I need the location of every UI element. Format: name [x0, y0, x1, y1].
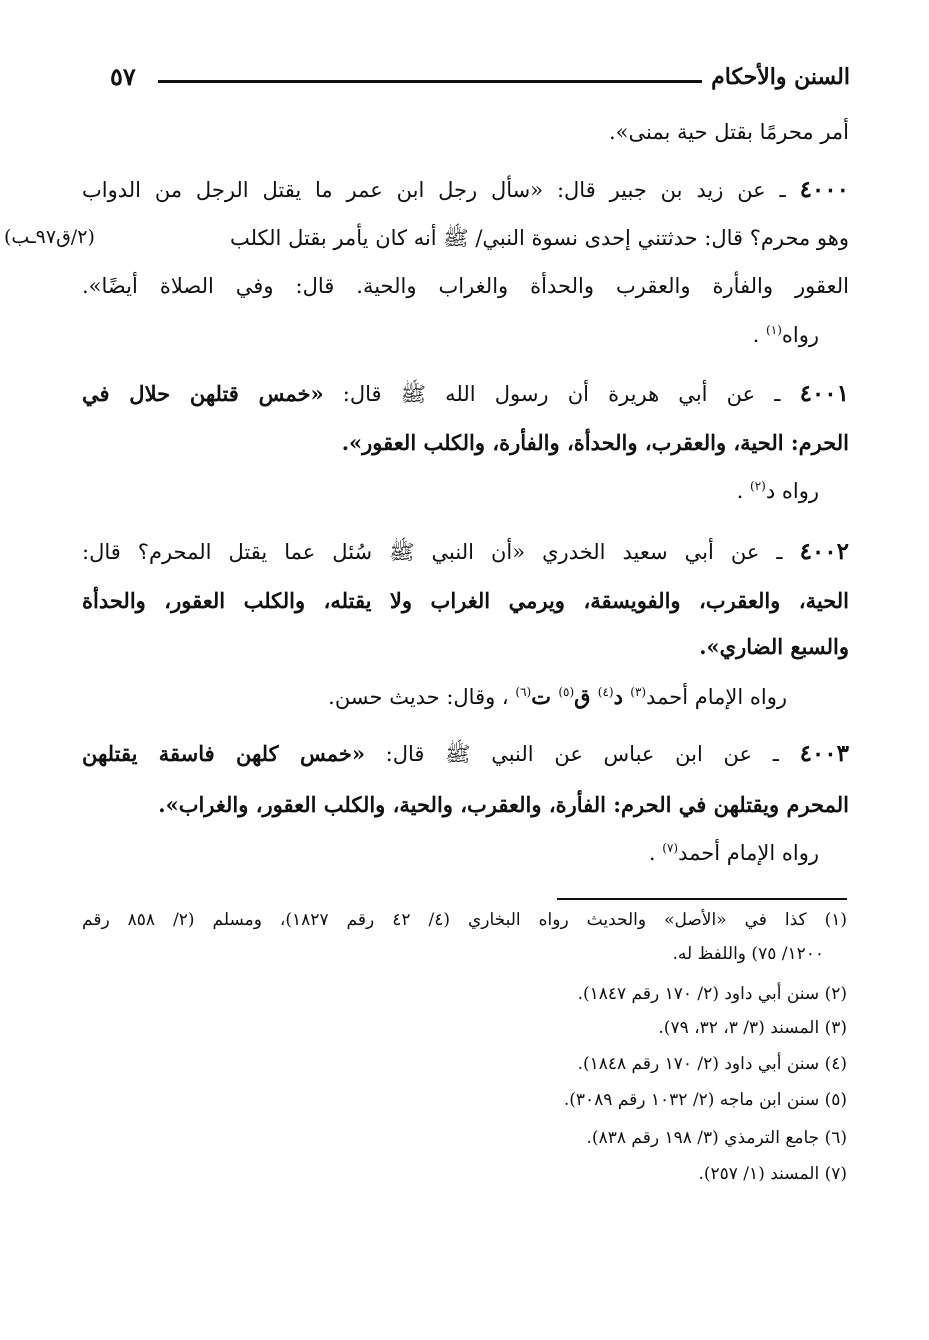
footnote-ref: (٧) — [662, 841, 679, 855]
footnote-ref: (٥) — [558, 685, 575, 699]
hadith-4002-line-1 — [82, 540, 849, 563]
source-text: رواه الإمام أحمد — [678, 841, 819, 865]
source-abbrev: ت — [531, 684, 559, 709]
hadith-4001-line-1 — [82, 382, 849, 405]
hadith-number: ٤٠٠١ — [799, 380, 849, 407]
source-end: ، وقال: حديث حسن. — [328, 685, 509, 709]
hadith-4000-source — [753, 324, 819, 346]
page-header — [110, 60, 850, 100]
source-end: . — [648, 841, 656, 865]
hadith-text: ـ عن أبي هريرة أن رسول الله ﷺ قال: — [323, 382, 781, 406]
running-title: السنن والأحكام — [711, 64, 850, 90]
hadith-4000-line-3: العقور والفأرة والعقرب والحدأة والغراب والحية. قال: وفي الصلاة أيضًا». — [82, 274, 849, 298]
header-rule — [158, 80, 702, 83]
source-abbrev: د — [613, 684, 631, 709]
margin-note: (٢/ق٩٧ـب) — [4, 226, 95, 248]
hadith-4003-line-2: المحرم ويقتلهن في الحرم: الفأرة، والعقرب، والحية، والكلب العقور، والغراب». — [158, 792, 849, 817]
footnote-4: (٤) سنن أبي داود (٢/ ١٧٠ رقم ١٨٤٨). — [577, 1054, 847, 1074]
footnote-ref: (٤) — [597, 685, 614, 699]
page-number: ٥٧ — [110, 62, 136, 91]
hadith-4000-line-1 — [82, 178, 849, 201]
source-text: رواه — [781, 323, 819, 347]
hadith-4002-source — [328, 686, 787, 708]
footnote-separator — [557, 898, 847, 900]
hadith-4002-line-2: الحية، والعقرب، والفويسقة، ويرمي الغراب ولا يقتله، والكلب العقور، والحدأة — [82, 588, 849, 613]
hadith-text: ـ عن أبي سعيد الخدري «أن النبي ﷺ سُئل عما يقتل المحرم؟ قال: — [82, 540, 783, 564]
hadith-quote: «خمس كلهن فاسقة يقتلهن — [82, 741, 365, 766]
source-text: رواه الإمام أحمد — [646, 685, 787, 709]
footnote-5: (٥) سنن ابن ماجه (٢/ ١٠٣٢ رقم ٣٠٨٩). — [563, 1090, 847, 1110]
hadith-4001-source — [737, 480, 819, 502]
hadith-4001-line-2: الحرم: الحية، والعقرب، والحدأة، والفأرة، والكلب العقور». — [341, 430, 849, 455]
hadith-4003-line-1 — [82, 742, 849, 765]
source-abbrev: ق — [574, 684, 598, 709]
hadith-4003-source — [649, 842, 819, 864]
source-text: رواه د — [765, 479, 819, 503]
footnote-1-line-2: ١٢٠٠/ ٧٥) واللفظ له. — [672, 944, 824, 964]
hadith-number: ٤٠٠٠ — [799, 176, 849, 203]
hadith-number: ٤٠٠٢ — [799, 538, 849, 565]
footnote-ref: (٣) — [630, 685, 647, 699]
hadith-quote: «خمس قتلهن حلال في — [82, 381, 324, 406]
footnote-ref: (٦) — [515, 685, 532, 699]
footnote-7: (٧) المسند (١/ ٢٥٧). — [698, 1164, 847, 1184]
footnote-ref: (٢) — [750, 479, 766, 493]
source-end: . — [752, 323, 760, 347]
hadith-text: ـ عن ابن عباس عن النبي ﷺ قال: — [364, 742, 779, 766]
hadith-number: ٤٠٠٣ — [799, 740, 849, 767]
hadith-text: ـ عن زيد بن جبير قال: «سأل رجل ابن عمر ما يقتل الرجل من الدواب — [82, 178, 786, 202]
footnote-3: (٣) المسند (٣/ ٣، ٣٢، ٧٩). — [658, 1018, 847, 1038]
footnote-ref: (١) — [766, 323, 782, 337]
hadith-4000-line-2: وهو محرم؟ قال: حدثتني إحدى نسوة النبي/ ﷺ أنه كان يأمر بقتل الكلب — [229, 226, 849, 250]
source-end: . — [736, 479, 744, 503]
footnote-1-line-1: (١) كذا في «الأصل» والحديث رواه البخاري (٤/ ٤٢ رقم ١٨٢٧)، ومسلم (٢/ ٨٥٨ رقم — [82, 910, 847, 930]
text-line: أمر محرمًا بقتل حية بمنى». — [608, 120, 849, 144]
footnote-2: (٢) سنن أبي داود (٢/ ١٧٠ رقم ١٨٤٧). — [577, 984, 847, 1004]
footnote-6: (٦) جامع الترمذي (٣/ ١٩٨ رقم ٨٣٨). — [586, 1128, 847, 1148]
hadith-4002-line-3: والسبع الضاري». — [699, 634, 849, 659]
